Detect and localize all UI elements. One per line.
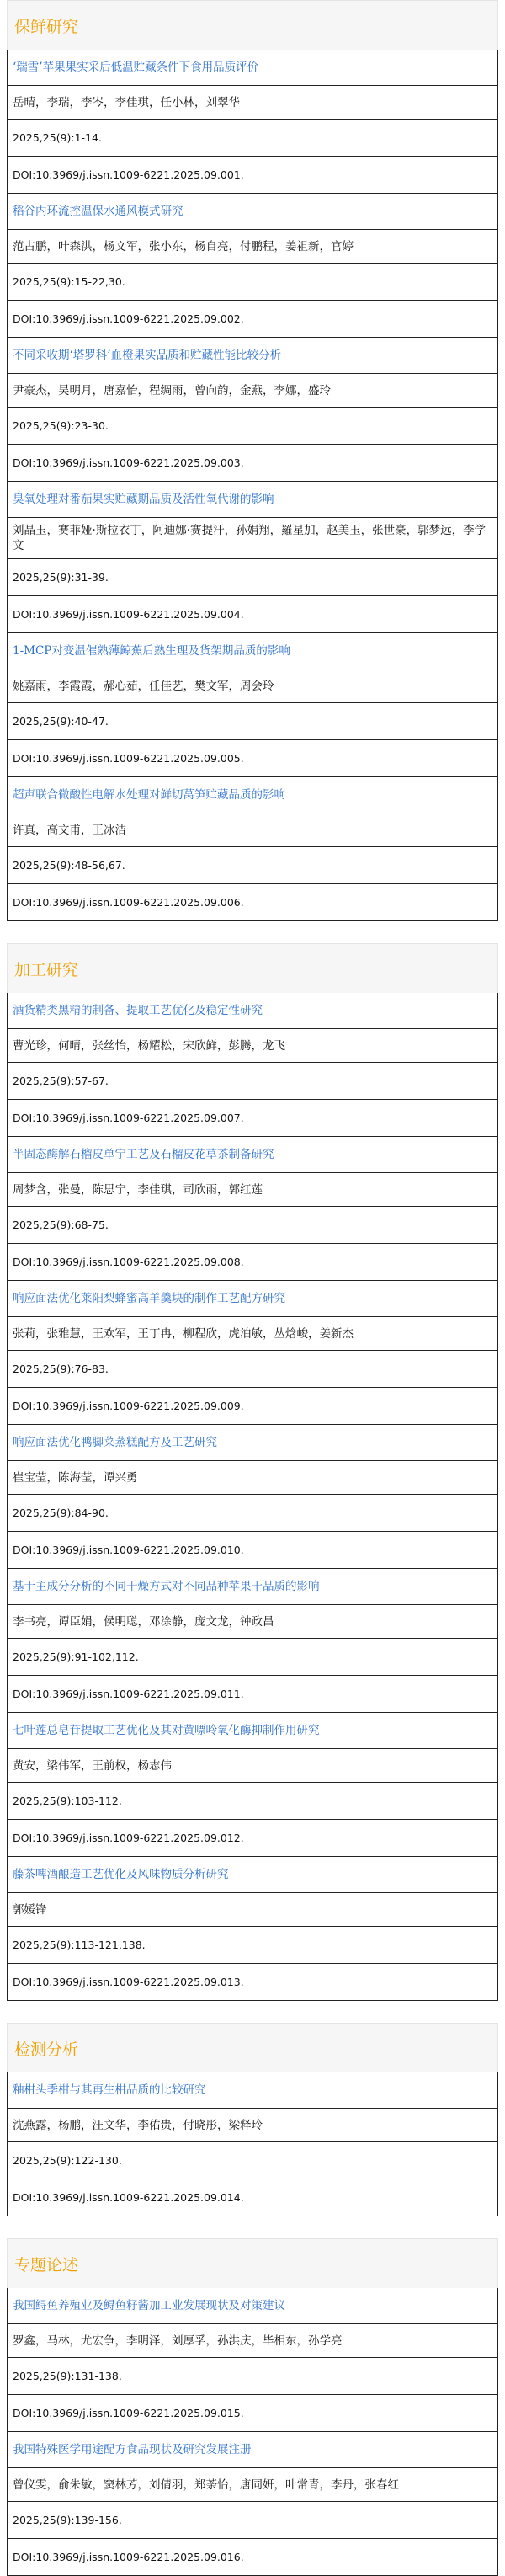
article-entry [7,1137,498,1281]
article-entry [7,1569,498,1713]
article-doi: DOI:10.3969/j.issn.1009-6221.2025.09.002. [8,300,497,337]
section [7,2023,498,2216]
article-doi: DOI:10.3969/j.issn.1009-6221.2025.09.011. [8,1675,497,1712]
article-title-link[interactable]: 1-MCP对变温催熟薄鲸蕉后熟生理及货架期品质的影响 [13,644,290,658]
article-entry [7,2432,498,2576]
section [7,2238,498,2576]
article-entry [7,633,498,777]
article-authors: 范占鹏，叶森洪，杨文军，张小东，杨自亮，付鹏程，姜祖新，官婷 [8,229,497,263]
article-authors: 黄安，梁伟军，王前权，杨志伟 [8,1748,497,1782]
article-doi: DOI:10.3969/j.issn.1009-6221.2025.09.006. [8,883,497,920]
article-entry [7,1713,498,1857]
article-authors: 李书亮，谭臣娟，侯明聪，邓涂静，庞文龙，钟政昌 [8,1604,497,1638]
article-title-link[interactable]: 半固态酶解石榴皮单宁工艺及石榴皮花草茶制备研究 [13,1148,274,1161]
article-entry [7,50,498,194]
article-doi: DOI:10.3969/j.issn.1009-6221.2025.09.003. [8,444,497,481]
article-entry [7,194,498,338]
article-entry [7,777,498,921]
article-title-link[interactable]: 釉柑头季柑与其再生柑品质的比较研究 [13,2083,206,2097]
section-heading: 保鲜研究 [7,0,498,50]
article-entry [7,2288,498,2432]
section [7,943,498,2001]
article-doi: DOI:10.3969/j.issn.1009-6221.2025.09.007. [8,1099,497,1136]
section-heading: 检测分析 [7,2023,498,2072]
article-doi: DOI:10.3969/j.issn.1009-6221.2025.09.010. [8,1531,497,1568]
article-title-link[interactable]: 臭氧处理对番茄果实贮藏期品质及活性氧代谢的影响 [13,493,274,506]
article-publication-info: 2025,25(9):48-56,67. [8,846,497,883]
article-title-link[interactable]: 我国特殊医学用途配方食品现状及研究发展注册 [13,2443,252,2456]
article-title-link[interactable]: 响应面法优化莱阳梨蜂蜜高羊羹块的制作工艺配方研究 [13,1292,285,1305]
article-publication-info: 2025,25(9):103-112. [8,1782,497,1819]
article-publication-info: 2025,25(9):68-75. [8,1206,497,1243]
article-title-link[interactable]: 超声联合微酸性电解水处理对鲜切莴笋贮藏品质的影响 [13,788,285,802]
article-title-link[interactable]: 我国鲟鱼养殖业及鲟鱼籽酱加工业发展现状及对策建议 [13,2299,285,2312]
article-publication-info: 2025,25(9):91-102,112. [8,1638,497,1675]
article-authors: 崔宝莹，陈海莹，谭兴勇 [8,1460,497,1494]
article-entry [7,1281,498,1425]
article-publication-info: 2025,25(9):23-30. [8,407,497,444]
article-entry [7,2072,498,2216]
article-authors: 姚嘉雨，李霞霞，郝心茹，任佳艺，樊文军，周会玲 [8,669,497,702]
article-authors: 沈燕露，杨鹏，汪文华，李佑贵，付晓彤，梁释玲 [8,2108,497,2141]
article-doi: DOI:10.3969/j.issn.1009-6221.2025.09.016. [8,2538,497,2575]
article-publication-info: 2025,25(9):122-130. [8,2141,497,2179]
article-doi: DOI:10.3969/j.issn.1009-6221.2025.09.004. [8,595,497,632]
article-authors: 许真，高文甫，王冰洁 [8,813,497,846]
article-authors: 曹光珍，何晴，张丝怡，杨耀松，宋欣鲜，彭腾，龙飞 [8,1028,497,1062]
article-entry [7,338,498,482]
article-authors: 岳晴，李瑞，李岑，李佳琪，任小林，刘翠华 [8,85,497,119]
section-heading: 加工研究 [7,943,498,993]
article-publication-info: 2025,25(9):57-67. [8,1062,497,1099]
article-authors: 曾仪雯，俞朱敏，窦林芳，刘倩羽，郑荼怡，唐同妍，叶常青，李丹，张春红 [8,2467,497,2501]
article-title-link[interactable]: 不同采收期‘塔罗科’血橙果实品质和贮藏性能比较分析 [13,349,282,362]
article-title-link[interactable]: ‘瑞雪’苹果果实采后低温贮藏条件下食用品质评价 [13,61,259,74]
article-authors: 罗鑫，马林，尤宏争，李明泽，刘厚孚，孙洪庆，毕相东，孙学亮 [8,2323,497,2357]
article-publication-info: 2025,25(9):84-90. [8,1494,497,1531]
article-doi: DOI:10.3969/j.issn.1009-6221.2025.09.009. [8,1387,497,1424]
article-publication-info: 2025,25(9):1-14. [8,119,497,156]
article-publication-info: 2025,25(9):131-138. [8,2357,497,2394]
article-publication-info: 2025,25(9):113-121,138. [8,1926,497,1963]
article-title-link[interactable]: 基于主成分分析的不同干燥方式对不同品种苹果干品质的影响 [13,1580,320,1593]
article-title-link[interactable]: 稻谷内环流控温保水通风模式研究 [13,205,183,218]
article-title-link[interactable]: 七叶莲总皂苷提取工艺优化及其对黄嘌呤氧化酶抑制作用研究 [13,1724,320,1737]
article-entry [7,1425,498,1569]
article-authors: 郭媛锋 [8,1892,497,1926]
article-authors: 尹豪杰，吴明月，唐嘉怡，程绸雨，曾向韵，金燕，李娜，盛玲 [8,373,497,407]
article-title-link[interactable]: 响应面法优化鸭脚菜蒸糕配方及工艺研究 [13,1436,217,1449]
section [7,0,498,921]
article-doi: DOI:10.3969/j.issn.1009-6221.2025.09.008. [8,1243,497,1280]
article-authors: 张莉，张雅慧，王欢军，王丁冉，柳程欣，虎泊敏，丛焓峻，姜新杰 [8,1316,497,1350]
article-entry [7,1857,498,2001]
article-publication-info: 2025,25(9):31-39. [8,558,497,595]
article-doi: DOI:10.3969/j.issn.1009-6221.2025.09.014. [8,2179,497,2216]
article-doi: DOI:10.3969/j.issn.1009-6221.2025.09.001. [8,156,497,193]
article-doi: DOI:10.3969/j.issn.1009-6221.2025.09.013. [8,1963,497,2000]
article-publication-info: 2025,25(9):139-156. [8,2501,497,2538]
article-title-link[interactable]: 酒货精类黑精的制备、提取工艺优化及稳定性研究 [13,1004,263,1017]
article-publication-info: 2025,25(9):76-83. [8,1350,497,1387]
article-doi: DOI:10.3969/j.issn.1009-6221.2025.09.012. [8,1819,497,1856]
article-doi: DOI:10.3969/j.issn.1009-6221.2025.09.015. [8,2394,497,2431]
article-authors: 周梦含，张曼，陈思宁，李佳琪，司欣雨，郭红莲 [8,1172,497,1206]
article-title-link[interactable]: 藤茶啤酒酿造工艺优化及风味物质分析研究 [13,1868,229,1881]
article-publication-info: 2025,25(9):40-47. [8,702,497,739]
article-entry [7,993,498,1137]
article-publication-info: 2025,25(9):15-22,30. [8,263,497,300]
article-authors: 刘晶玉，赛菲娅·斯拉衣丁，阿迪娜·赛提汗，孙娟翔，羅星加，赵美玉，张世豪，郭梦远，李学文 [8,517,497,558]
article-doi: DOI:10.3969/j.issn.1009-6221.2025.09.005. [8,739,497,776]
article-entry [7,482,498,633]
section-heading: 专题论述 [7,2238,498,2288]
